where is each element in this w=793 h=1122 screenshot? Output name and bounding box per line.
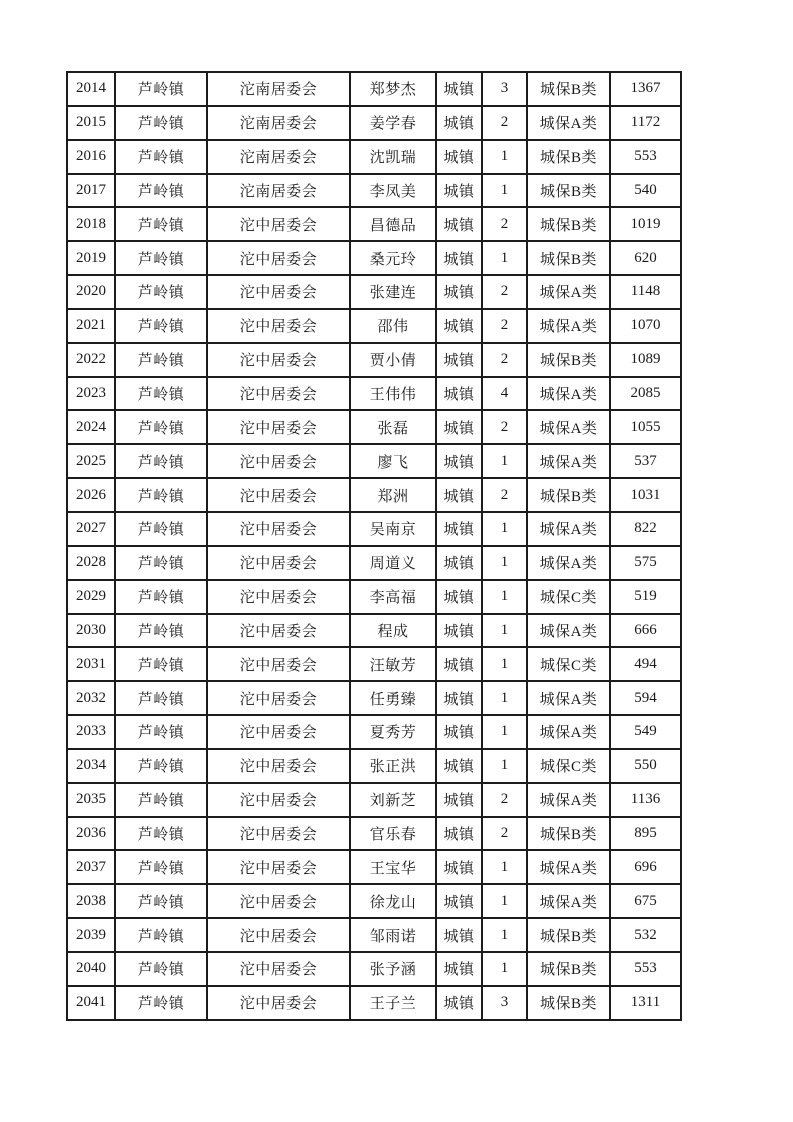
cell-name: 王子兰 [350, 986, 436, 1020]
cell-count: 2 [482, 817, 527, 851]
cell-id: 2029 [67, 580, 115, 614]
cell-id: 2020 [67, 275, 115, 309]
table-row [67, 106, 681, 140]
cell-committee: 沱中居委会 [207, 410, 350, 444]
cell-committee: 沱中居委会 [207, 952, 350, 986]
cell-category: 城保A类 [527, 614, 610, 648]
cell-town: 芦岭镇 [115, 647, 207, 681]
cell-category: 城保A类 [527, 444, 610, 478]
cell-id: 2039 [67, 918, 115, 952]
cell-amount: 553 [610, 952, 681, 986]
table-row [67, 410, 681, 444]
cell-category: 城保C类 [527, 580, 610, 614]
table-row [67, 512, 681, 546]
cell-count: 1 [482, 715, 527, 749]
cell-type: 城镇 [436, 783, 482, 817]
cell-name: 夏秀芳 [350, 715, 436, 749]
cell-amount: 1136 [610, 783, 681, 817]
cell-category: 城保B类 [527, 140, 610, 174]
cell-name: 王伟伟 [350, 377, 436, 411]
benefits-roster-table [66, 71, 682, 1021]
cell-category: 城保B类 [527, 174, 610, 208]
cell-type: 城镇 [436, 986, 482, 1020]
cell-committee: 沱南居委会 [207, 140, 350, 174]
cell-amount: 575 [610, 546, 681, 580]
table-row [67, 444, 681, 478]
cell-count: 2 [482, 783, 527, 817]
cell-type: 城镇 [436, 546, 482, 580]
cell-count: 2 [482, 343, 527, 377]
cell-id: 2030 [67, 614, 115, 648]
cell-id: 2033 [67, 715, 115, 749]
cell-category: 城保C类 [527, 647, 610, 681]
cell-name: 桑元玲 [350, 241, 436, 275]
cell-committee: 沱中居委会 [207, 850, 350, 884]
table-row [67, 174, 681, 208]
cell-amount: 620 [610, 241, 681, 275]
cell-committee: 沱南居委会 [207, 72, 350, 106]
cell-count: 1 [482, 512, 527, 546]
cell-committee: 沱中居委会 [207, 309, 350, 343]
cell-category: 城保A类 [527, 850, 610, 884]
cell-committee: 沱南居委会 [207, 106, 350, 140]
cell-name: 周道义 [350, 546, 436, 580]
cell-committee: 沱中居委会 [207, 478, 350, 512]
cell-count: 1 [482, 749, 527, 783]
cell-committee: 沱中居委会 [207, 647, 350, 681]
cell-id: 2035 [67, 783, 115, 817]
cell-name: 李高福 [350, 580, 436, 614]
table-row [67, 207, 681, 241]
cell-id: 2040 [67, 952, 115, 986]
table-row [67, 478, 681, 512]
cell-amount: 494 [610, 647, 681, 681]
cell-committee: 沱中居委会 [207, 275, 350, 309]
cell-type: 城镇 [436, 309, 482, 343]
cell-amount: 1031 [610, 478, 681, 512]
cell-category: 城保A类 [527, 783, 610, 817]
cell-category: 城保B类 [527, 343, 610, 377]
cell-category: 城保A类 [527, 377, 610, 411]
cell-type: 城镇 [436, 377, 482, 411]
cell-name: 官乐春 [350, 817, 436, 851]
cell-category: 城保B类 [527, 241, 610, 275]
cell-type: 城镇 [436, 106, 482, 140]
cell-town: 芦岭镇 [115, 309, 207, 343]
cell-count: 1 [482, 681, 527, 715]
cell-type: 城镇 [436, 884, 482, 918]
table-row [67, 343, 681, 377]
cell-count: 1 [482, 884, 527, 918]
table-row [67, 715, 681, 749]
cell-category: 城保B类 [527, 918, 610, 952]
cell-category: 城保A类 [527, 275, 610, 309]
cell-type: 城镇 [436, 343, 482, 377]
cell-id: 2027 [67, 512, 115, 546]
cell-name: 张建连 [350, 275, 436, 309]
cell-town: 芦岭镇 [115, 512, 207, 546]
cell-town: 芦岭镇 [115, 715, 207, 749]
cell-town: 芦岭镇 [115, 986, 207, 1020]
cell-type: 城镇 [436, 850, 482, 884]
cell-town: 芦岭镇 [115, 783, 207, 817]
table-row [67, 309, 681, 343]
cell-count: 3 [482, 986, 527, 1020]
cell-id: 2028 [67, 546, 115, 580]
cell-name: 姜学春 [350, 106, 436, 140]
cell-town: 芦岭镇 [115, 749, 207, 783]
cell-id: 2036 [67, 817, 115, 851]
cell-type: 城镇 [436, 72, 482, 106]
cell-category: 城保A类 [527, 546, 610, 580]
cell-id: 2017 [67, 174, 115, 208]
cell-id: 2032 [67, 681, 115, 715]
cell-name: 张正洪 [350, 749, 436, 783]
cell-id: 2018 [67, 207, 115, 241]
cell-name: 徐龙山 [350, 884, 436, 918]
cell-id: 2025 [67, 444, 115, 478]
cell-count: 1 [482, 444, 527, 478]
cell-type: 城镇 [436, 952, 482, 986]
cell-type: 城镇 [436, 749, 482, 783]
cell-committee: 沱中居委会 [207, 884, 350, 918]
cell-amount: 1089 [610, 343, 681, 377]
cell-id: 2015 [67, 106, 115, 140]
cell-category: 城保A类 [527, 512, 610, 546]
cell-name: 吴南京 [350, 512, 436, 546]
cell-town: 芦岭镇 [115, 478, 207, 512]
cell-amount: 1070 [610, 309, 681, 343]
cell-name: 邹雨诺 [350, 918, 436, 952]
cell-amount: 2085 [610, 377, 681, 411]
cell-town: 芦岭镇 [115, 546, 207, 580]
cell-name: 贾小倩 [350, 343, 436, 377]
cell-name: 任勇臻 [350, 681, 436, 715]
table-row [67, 783, 681, 817]
cell-name: 刘新芝 [350, 783, 436, 817]
cell-town: 芦岭镇 [115, 850, 207, 884]
cell-type: 城镇 [436, 681, 482, 715]
cell-committee: 沱中居委会 [207, 681, 350, 715]
cell-amount: 675 [610, 884, 681, 918]
cell-name: 郑洲 [350, 478, 436, 512]
table-row [67, 377, 681, 411]
cell-count: 1 [482, 580, 527, 614]
cell-town: 芦岭镇 [115, 444, 207, 478]
cell-id: 2031 [67, 647, 115, 681]
cell-category: 城保A类 [527, 410, 610, 444]
table-row [67, 884, 681, 918]
cell-committee: 沱中居委会 [207, 918, 350, 952]
cell-amount: 822 [610, 512, 681, 546]
cell-committee: 沱中居委会 [207, 715, 350, 749]
cell-id: 2038 [67, 884, 115, 918]
cell-amount: 550 [610, 749, 681, 783]
cell-amount: 594 [610, 681, 681, 715]
cell-name: 程成 [350, 614, 436, 648]
table-row [67, 72, 681, 106]
cell-committee: 沱中居委会 [207, 377, 350, 411]
cell-count: 2 [482, 309, 527, 343]
cell-town: 芦岭镇 [115, 884, 207, 918]
cell-type: 城镇 [436, 614, 482, 648]
cell-town: 芦岭镇 [115, 681, 207, 715]
cell-amount: 549 [610, 715, 681, 749]
cell-committee: 沱中居委会 [207, 614, 350, 648]
cell-name: 李凤美 [350, 174, 436, 208]
table-row [67, 986, 681, 1020]
cell-committee: 沱中居委会 [207, 343, 350, 377]
cell-count: 2 [482, 207, 527, 241]
cell-count: 1 [482, 647, 527, 681]
cell-town: 芦岭镇 [115, 918, 207, 952]
cell-category: 城保A类 [527, 106, 610, 140]
cell-count: 4 [482, 377, 527, 411]
cell-town: 芦岭镇 [115, 377, 207, 411]
cell-committee: 沱中居委会 [207, 546, 350, 580]
cell-amount: 519 [610, 580, 681, 614]
cell-type: 城镇 [436, 918, 482, 952]
cell-type: 城镇 [436, 174, 482, 208]
cell-amount: 1148 [610, 275, 681, 309]
cell-amount: 1055 [610, 410, 681, 444]
cell-type: 城镇 [436, 140, 482, 174]
cell-count: 1 [482, 918, 527, 952]
cell-count: 3 [482, 72, 527, 106]
cell-town: 芦岭镇 [115, 343, 207, 377]
table-row [67, 817, 681, 851]
cell-amount: 895 [610, 817, 681, 851]
cell-type: 城镇 [436, 410, 482, 444]
cell-town: 芦岭镇 [115, 275, 207, 309]
cell-count: 1 [482, 614, 527, 648]
cell-town: 芦岭镇 [115, 140, 207, 174]
table-row [67, 614, 681, 648]
table-row [67, 681, 681, 715]
cell-type: 城镇 [436, 512, 482, 546]
table-row [67, 546, 681, 580]
cell-count: 2 [482, 106, 527, 140]
cell-category: 城保A类 [527, 715, 610, 749]
table-body [67, 72, 681, 1020]
cell-committee: 沱中居委会 [207, 817, 350, 851]
cell-category: 城保B类 [527, 478, 610, 512]
table-row [67, 918, 681, 952]
cell-name: 郑梦杰 [350, 72, 436, 106]
cell-amount: 553 [610, 140, 681, 174]
cell-amount: 696 [610, 850, 681, 884]
table-row [67, 140, 681, 174]
cell-name: 张予涵 [350, 952, 436, 986]
cell-id: 2041 [67, 986, 115, 1020]
cell-type: 城镇 [436, 478, 482, 512]
cell-town: 芦岭镇 [115, 106, 207, 140]
cell-category: 城保B类 [527, 952, 610, 986]
cell-name: 汪敏芳 [350, 647, 436, 681]
cell-count: 1 [482, 546, 527, 580]
cell-id: 2019 [67, 241, 115, 275]
cell-count: 1 [482, 850, 527, 884]
cell-id: 2022 [67, 343, 115, 377]
cell-committee: 沱中居委会 [207, 749, 350, 783]
cell-category: 城保B类 [527, 817, 610, 851]
cell-amount: 666 [610, 614, 681, 648]
cell-category: 城保B类 [527, 986, 610, 1020]
cell-count: 1 [482, 952, 527, 986]
table-row [67, 952, 681, 986]
cell-id: 2026 [67, 478, 115, 512]
cell-type: 城镇 [436, 580, 482, 614]
cell-name: 廖飞 [350, 444, 436, 478]
cell-committee: 沱中居委会 [207, 986, 350, 1020]
cell-id: 2016 [67, 140, 115, 174]
cell-name: 昌德品 [350, 207, 436, 241]
cell-name: 张磊 [350, 410, 436, 444]
cell-name: 邵伟 [350, 309, 436, 343]
cell-town: 芦岭镇 [115, 817, 207, 851]
cell-count: 1 [482, 241, 527, 275]
table-row [67, 275, 681, 309]
cell-count: 1 [482, 140, 527, 174]
cell-town: 芦岭镇 [115, 580, 207, 614]
cell-id: 2024 [67, 410, 115, 444]
cell-type: 城镇 [436, 715, 482, 749]
cell-category: 城保B类 [527, 72, 610, 106]
cell-town: 芦岭镇 [115, 241, 207, 275]
cell-amount: 540 [610, 174, 681, 208]
cell-id: 2021 [67, 309, 115, 343]
cell-committee: 沱中居委会 [207, 444, 350, 478]
cell-town: 芦岭镇 [115, 410, 207, 444]
cell-count: 2 [482, 410, 527, 444]
cell-count: 1 [482, 174, 527, 208]
cell-amount: 1019 [610, 207, 681, 241]
cell-committee: 沱中居委会 [207, 241, 350, 275]
cell-category: 城保B类 [527, 207, 610, 241]
cell-category: 城保C类 [527, 749, 610, 783]
cell-town: 芦岭镇 [115, 952, 207, 986]
cell-name: 沈凯瑞 [350, 140, 436, 174]
cell-id: 2014 [67, 72, 115, 106]
table-row [67, 241, 681, 275]
cell-count: 2 [482, 478, 527, 512]
table-row [67, 749, 681, 783]
cell-amount: 532 [610, 918, 681, 952]
cell-category: 城保A类 [527, 884, 610, 918]
cell-name: 王宝华 [350, 850, 436, 884]
cell-amount: 1367 [610, 72, 681, 106]
cell-id: 2034 [67, 749, 115, 783]
cell-category: 城保A类 [527, 681, 610, 715]
cell-committee: 沱南居委会 [207, 174, 350, 208]
cell-committee: 沱中居委会 [207, 783, 350, 817]
cell-amount: 1172 [610, 106, 681, 140]
cell-amount: 537 [610, 444, 681, 478]
cell-category: 城保A类 [527, 309, 610, 343]
cell-type: 城镇 [436, 817, 482, 851]
cell-town: 芦岭镇 [115, 207, 207, 241]
cell-town: 芦岭镇 [115, 72, 207, 106]
cell-id: 2037 [67, 850, 115, 884]
cell-committee: 沱中居委会 [207, 207, 350, 241]
cell-type: 城镇 [436, 207, 482, 241]
cell-type: 城镇 [436, 444, 482, 478]
cell-town: 芦岭镇 [115, 614, 207, 648]
cell-committee: 沱中居委会 [207, 512, 350, 546]
cell-town: 芦岭镇 [115, 174, 207, 208]
table-row [67, 647, 681, 681]
cell-amount: 1311 [610, 986, 681, 1020]
cell-type: 城镇 [436, 647, 482, 681]
cell-type: 城镇 [436, 275, 482, 309]
cell-committee: 沱中居委会 [207, 580, 350, 614]
table-row [67, 850, 681, 884]
cell-id: 2023 [67, 377, 115, 411]
table-row [67, 580, 681, 614]
cell-count: 2 [482, 275, 527, 309]
cell-type: 城镇 [436, 241, 482, 275]
